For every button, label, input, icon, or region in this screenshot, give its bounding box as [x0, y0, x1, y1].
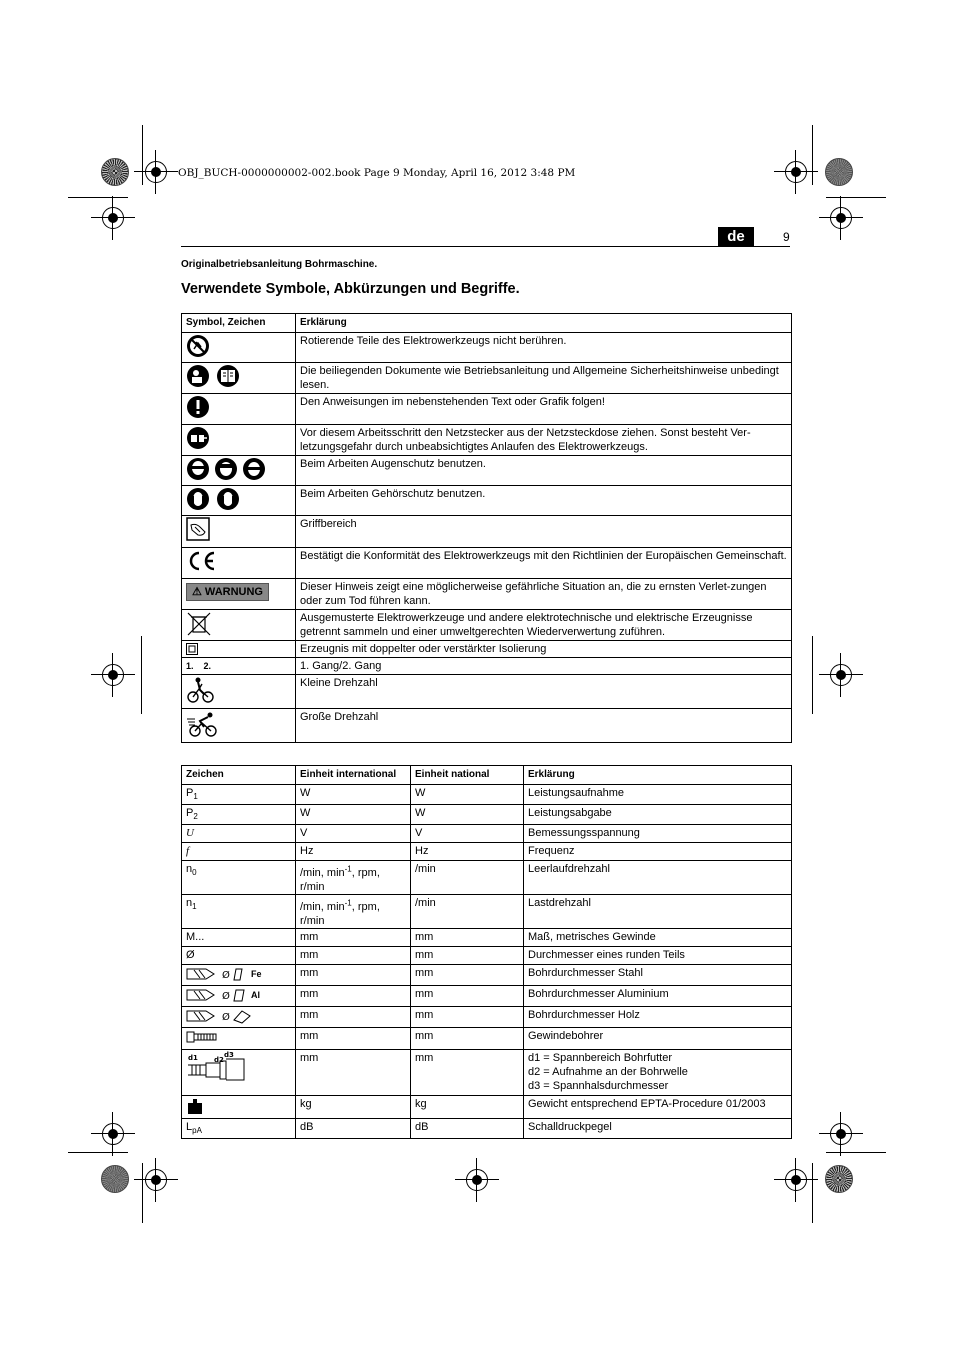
grip-area-icon	[186, 517, 210, 541]
weight-icon	[186, 1097, 204, 1115]
header-rule	[181, 246, 790, 247]
warning-label: ⚠ WARNUNG	[186, 583, 269, 601]
table-row	[182, 1118, 792, 1138]
gear-selection-icon: 1. 2.	[186, 661, 212, 671]
explanation: Gewindebohrer	[524, 1027, 792, 1049]
table-row	[182, 1027, 792, 1049]
book-info: OBJ_BUCH-0000000002-002.book Page 9 Monday, April 16, 2012 3:48 PM	[178, 167, 576, 179]
unit-international-text: /min, $\min^{-1}$, rpm, r/min	[300, 864, 380, 894]
unit-international: mm	[296, 928, 411, 946]
table-row	[182, 1049, 792, 1095]
explanation: Leistungsabgabe	[524, 805, 792, 825]
table-row	[182, 363, 792, 394]
no-touch-rotating-icon	[186, 334, 210, 358]
explanation: Ausgemusterte Elektrowerkzeuge und andere elektrotechnische und elektrische Erzeugnisse getrennt sammeln und einer umweltgerechten Wiederverwertung zuführen.	[296, 610, 792, 641]
table-row	[182, 861, 792, 895]
crop-mark	[141, 636, 142, 714]
symbol: Ø	[182, 946, 296, 964]
unit-national: mm	[411, 1049, 524, 1095]
eye-protection-icon	[186, 457, 266, 481]
explanation: Schalldruckpegel	[524, 1118, 792, 1138]
unit-national: dB	[411, 1118, 524, 1138]
exclamation-icon	[186, 395, 210, 419]
svg-text:d2: d2	[214, 1055, 224, 1064]
table-row	[182, 548, 792, 579]
explanation: Bohrdurchmesser Aluminium	[524, 985, 792, 1006]
registration-mark	[145, 1169, 167, 1191]
registration-mark	[102, 1123, 124, 1145]
unit-national: mm	[411, 928, 524, 946]
registration-mark	[785, 1169, 807, 1191]
units-table	[181, 765, 792, 1139]
crop-mark	[142, 125, 143, 185]
unit-international	[296, 895, 411, 929]
unit-international: mm	[296, 964, 411, 985]
material-label: Fe	[251, 968, 262, 979]
registration-mark	[145, 161, 167, 183]
ce-mark-icon	[186, 549, 216, 573]
table-row	[182, 579, 792, 610]
explanation: Frequenz	[524, 843, 792, 861]
registration-mark	[466, 1169, 488, 1191]
unit-international	[296, 861, 411, 895]
column-header: Einheit international	[296, 766, 411, 785]
print-target-bottom-left	[101, 1165, 129, 1193]
symbols-table	[181, 313, 792, 743]
crop-mark	[826, 1152, 886, 1153]
table-row	[182, 658, 792, 675]
material-label: Al	[251, 989, 260, 1000]
registration-mark	[102, 664, 124, 686]
table-row	[182, 486, 792, 516]
unit-international: dB	[296, 1118, 411, 1138]
table-row	[182, 825, 792, 843]
unit-international: kg	[296, 1095, 411, 1118]
unit-international: mm	[296, 1049, 411, 1095]
unit-international: V	[296, 825, 411, 843]
unit-international: mm	[296, 1006, 411, 1027]
table-row	[182, 895, 792, 929]
column-header: Erklärung	[296, 314, 792, 333]
unit-national: W	[411, 805, 524, 825]
crop-mark	[812, 125, 813, 185]
explanation: Beim Arbeiten Augenschutz benutzen.	[296, 456, 792, 486]
table-row	[182, 785, 792, 805]
unit-national: V	[411, 825, 524, 843]
crop-mark	[142, 1163, 143, 1223]
symbol: f	[186, 845, 190, 858]
unit-international: mm	[296, 1027, 411, 1049]
table-row	[182, 985, 792, 1006]
explanation: Erzeugnis mit doppelter oder verstärkter Isolierung	[296, 641, 792, 658]
symbol-subscript: 2	[193, 812, 198, 822]
registration-mark	[785, 161, 807, 183]
unit-national: /min	[411, 895, 524, 929]
unit-international: W	[296, 785, 411, 805]
unit-international: W	[296, 805, 411, 825]
explanation: Leerlaufdrehzahl	[524, 861, 792, 895]
language-tag: de	[718, 227, 754, 247]
explanation: Maß, metrisches Gewinde	[524, 928, 792, 946]
symbol: U	[186, 827, 194, 840]
double-insulation-icon	[186, 643, 198, 655]
svg-text:Ø: Ø	[222, 990, 230, 1002]
explanation: Bestätigt die Konformität des Elektrowerkzeugs mit den Richtlinien der Europäischen Gemeinschaft.	[296, 548, 792, 579]
svg-text:d1: d1	[188, 1053, 198, 1062]
table-row	[182, 425, 792, 456]
manual-subtitle: Originalbetriebsanleitung Bohrmaschine.	[181, 259, 378, 270]
table-row	[182, 641, 792, 658]
symbol-subscript: pA	[192, 1125, 202, 1135]
explanation: Bohrdurchmesser Holz	[524, 1006, 792, 1027]
table-row	[182, 1006, 792, 1027]
registration-mark	[830, 207, 852, 229]
table-row	[182, 333, 792, 363]
unit-national: mm	[411, 1027, 524, 1049]
svg-text:Ø: Ø	[222, 1011, 230, 1023]
unit-national: mm	[411, 985, 524, 1006]
page-number: 9	[783, 230, 790, 244]
column-header: Erklärung	[524, 766, 792, 785]
table-row	[182, 946, 792, 964]
symbol: L	[186, 1120, 193, 1133]
explanation: Vor diesem Arbeitsschritt den Netzstecker aus der Netzsteckdose ziehen. Sonst besteht Ver-letzungsgefahr durch unbeabsichtigtes Anlaufen des Elektrowerkzeugs.	[296, 425, 792, 456]
symbol: P	[186, 787, 194, 799]
symbol: n	[186, 863, 193, 876]
unplug-icon	[186, 426, 210, 450]
ear-protection-icon	[186, 487, 240, 511]
table-row	[182, 709, 792, 743]
table-row	[182, 805, 792, 825]
table-row	[182, 928, 792, 946]
symbol: n	[186, 897, 193, 910]
symbol-subscript: 1	[192, 902, 197, 912]
crop-mark	[68, 197, 128, 198]
print-target-bottom-right	[825, 1165, 853, 1193]
crop-mark	[68, 1152, 128, 1153]
unit-national: /min	[411, 861, 524, 895]
unit-international: mm	[296, 946, 411, 964]
explanation: Leistungsaufnahme	[524, 785, 792, 805]
unit-international: Hz	[296, 843, 411, 861]
symbol: M...	[182, 928, 296, 946]
symbol: P	[186, 807, 194, 820]
explanation: Kleine Drehzahl	[296, 675, 792, 709]
explanation: Den Anweisungen im nebenstehenden Text oder Grafik folgen!	[296, 394, 792, 425]
unit-national: mm	[411, 964, 524, 985]
unit-national: mm	[411, 946, 524, 964]
unit-international-text: /min, $\min^{-1}$, rpm, r/min	[300, 898, 380, 927]
explanation: 1. Gang/2. Gang	[296, 658, 792, 675]
slow-bicycle-icon	[186, 676, 216, 704]
drill-wood-icon	[186, 1008, 252, 1024]
symbol-subscript: 0	[192, 868, 197, 878]
explanation: Große Drehzahl	[296, 709, 792, 743]
table-row	[182, 843, 792, 861]
explanation: Gewicht entsprechend EPTA-Procedure 01/2003	[524, 1095, 792, 1118]
column-header: Einheit national	[411, 766, 524, 785]
explanation: d1 = Spannbereich Bohrfutter d2 = Aufnahme an der Bohrwelle d3 = Spannhalsdurchmesser	[524, 1049, 792, 1095]
drill-steel-icon	[186, 966, 248, 982]
explanation: Rotierende Teile des Elektrowerkzeugs nicht berühren.	[296, 333, 792, 363]
symbol-subscript: 1	[193, 792, 198, 802]
svg-text:d3: d3	[224, 1050, 234, 1059]
svg-text:Ø: Ø	[222, 969, 230, 981]
registration-mark	[830, 664, 852, 686]
print-target-top-left	[101, 158, 129, 186]
column-header: Symbol, Zeichen	[182, 314, 296, 333]
unit-national: mm	[411, 1006, 524, 1027]
column-header: Zeichen	[182, 766, 296, 785]
table-row	[182, 610, 792, 641]
unit-international: mm	[296, 985, 411, 1006]
table-row	[182, 394, 792, 425]
warning-label-text: WARNUNG	[204, 586, 263, 598]
read-manual-icon	[186, 364, 240, 388]
table-row	[182, 456, 792, 486]
table-row	[182, 516, 792, 548]
unit-national: W	[411, 785, 524, 805]
registration-mark	[830, 1123, 852, 1145]
crop-mark	[826, 197, 886, 198]
table-row	[182, 964, 792, 985]
explanation: Bemessungsspannung	[524, 825, 792, 843]
table-row	[182, 675, 792, 709]
section-title: Verwendete Symbole, Abkürzungen und Begriffe.	[181, 281, 520, 297]
registration-mark	[102, 207, 124, 229]
tap-icon	[186, 1029, 218, 1045]
explanation: Bohrdurchmesser Stahl	[524, 964, 792, 985]
print-target-top-right	[825, 158, 853, 186]
unit-national: Hz	[411, 843, 524, 861]
explanation: Lastdrehzahl	[524, 895, 792, 929]
fast-bicycle-icon	[186, 710, 220, 738]
unit-national: kg	[411, 1095, 524, 1118]
table-row	[182, 1095, 792, 1118]
crossed-bin-icon	[186, 611, 212, 637]
explanation: Griffbereich	[296, 516, 792, 548]
explanation: Dieser Hinweis zeigt eine möglicherweise gefährliche Situation an, die zu ernsten Verlet-zungen oder zum Tod führen kann.	[296, 579, 792, 610]
table-header-row	[182, 766, 792, 785]
table-header-row	[182, 314, 792, 333]
explanation: Durchmesser eines runden Teils	[524, 946, 792, 964]
explanation: Die beiliegenden Dokumente wie Betriebsanleitung und Allgemeine Sicherheitshinweise unbedingt lesen.	[296, 363, 792, 394]
drill-aluminium-icon	[186, 987, 248, 1003]
chuck-diameters-icon	[186, 1051, 250, 1081]
crop-mark	[812, 1163, 813, 1223]
crop-mark	[812, 636, 813, 714]
explanation: Beim Arbeiten Gehörschutz benutzen.	[296, 486, 792, 516]
